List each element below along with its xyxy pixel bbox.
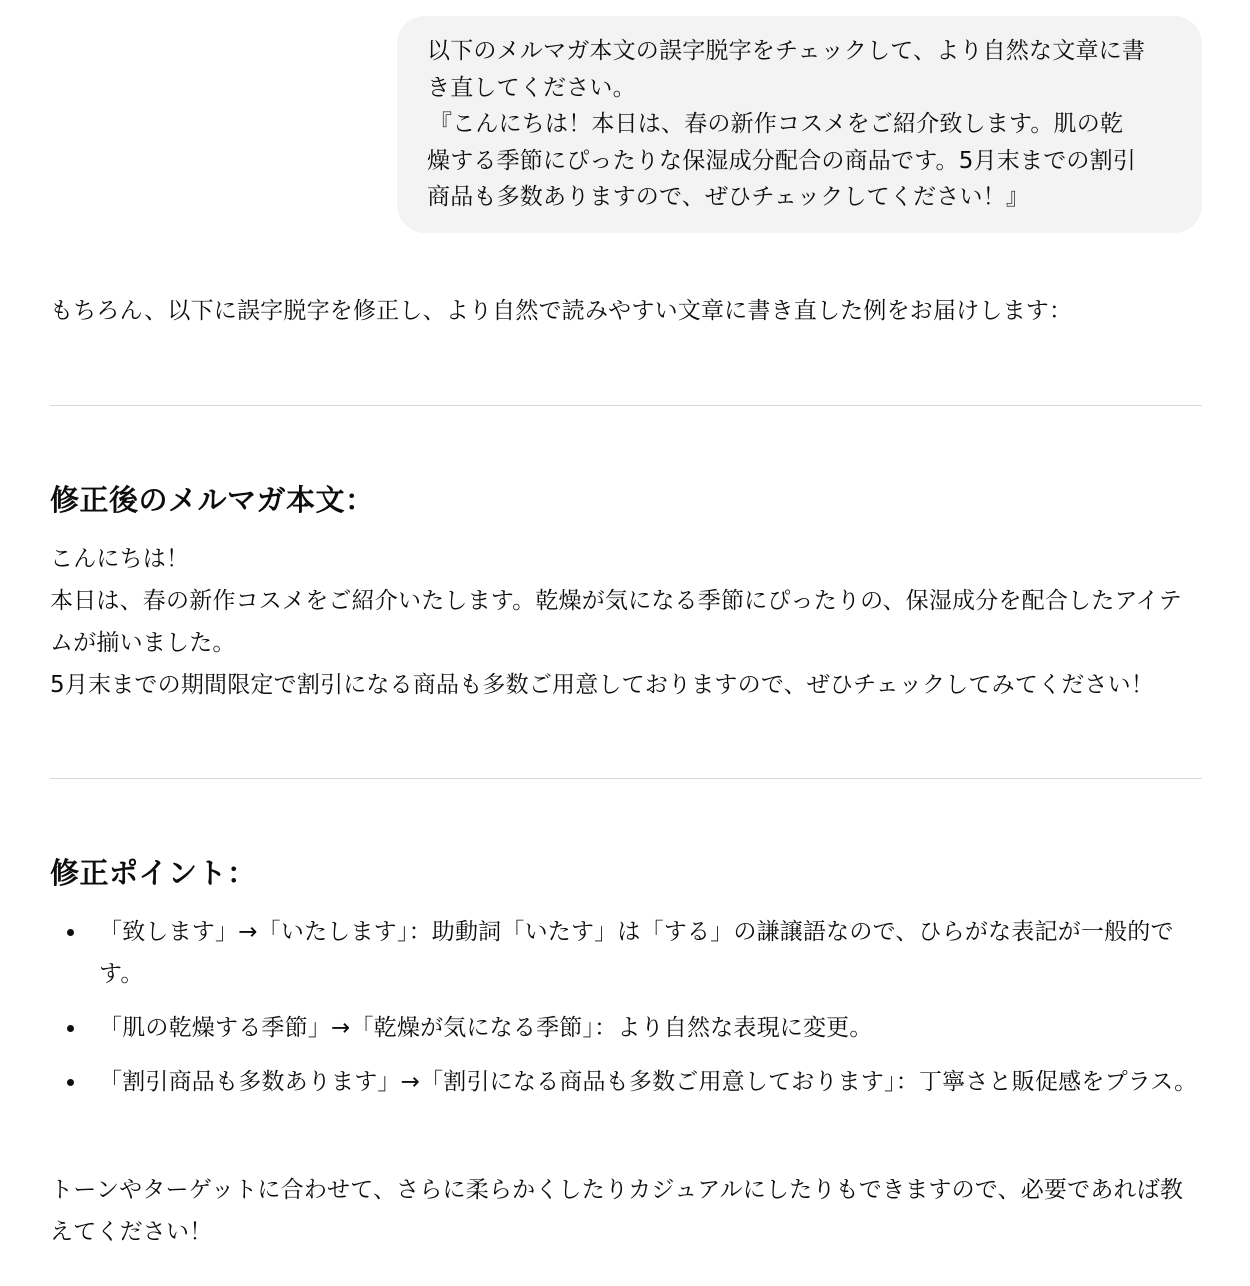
revised-heading: 修正後のメルマガ本文：: [50, 483, 375, 517]
user-message-row: [50, 16, 1202, 233]
revised-body: [50, 538, 1202, 706]
user-message-line: 燥する季節にぴったりな保湿成分配合の商品です。5月末までの割引: [427, 147, 1136, 174]
divider: [50, 405, 1202, 406]
revised-line: 本日は、春の新作コスメをご紹介いたします。乾燥が気になる季節にぴったりの、保湿成分を配合したアイテムが揃いました。: [50, 588, 1182, 656]
bullet-icon: [67, 929, 74, 936]
point-text: 「致します」→「いたします」：助動詞「いたす」は「する」の謙譲語なので、ひらがな表記が一般的です。: [99, 919, 1174, 987]
user-message-bubble: [397, 16, 1202, 233]
point-text: 「肌の乾燥する季節」→「乾燥が気になる季節」：より自然な表現に変更。: [99, 1015, 873, 1041]
bullet-icon: [67, 1025, 74, 1032]
point-text: 「割引商品も多数あります」→「割引になる商品も多数ご用意しております」：丁寧さと販促感をプラス。: [99, 1069, 1198, 1095]
list-item: [50, 1007, 1202, 1049]
user-message-line: 『こんにちは！本日は、春の新作コスメをご紹介致します。肌の乾: [429, 111, 1124, 137]
points-heading: 修正ポイント：: [50, 856, 257, 890]
divider: [50, 778, 1202, 779]
list-item: [50, 1061, 1202, 1103]
user-message-line: き直してください。: [427, 74, 636, 101]
assistant-closing: トーンやターゲットに合わせて、さらに柔らかくしたりカジュアルにしたりもできますので、必要であれば教えてください！: [50, 1177, 1184, 1245]
revised-line: 5月末までの期間限定で割引になる商品も多数ご用意しておりますので、ぜひチェックしてみてください！: [50, 672, 1155, 698]
user-message-line: 以下のメルマガ本文の誤字脱字をチェックして、より自然な文章に書: [427, 38, 1146, 64]
user-message-line: 商品も多数ありますので、ぜひチェックしてください！』: [427, 184, 1030, 210]
assistant-intro: もちろん、以下に誤字脱字を修正し、より自然で読みやすい文章に書き直した例をお届けします：: [50, 298, 1073, 324]
bullet-icon: [67, 1079, 74, 1086]
revised-line: こんにちは！: [50, 546, 190, 572]
list-item: [50, 911, 1202, 995]
chat-transcript: [50, 0, 1202, 1245]
points-list: [50, 911, 1202, 1115]
